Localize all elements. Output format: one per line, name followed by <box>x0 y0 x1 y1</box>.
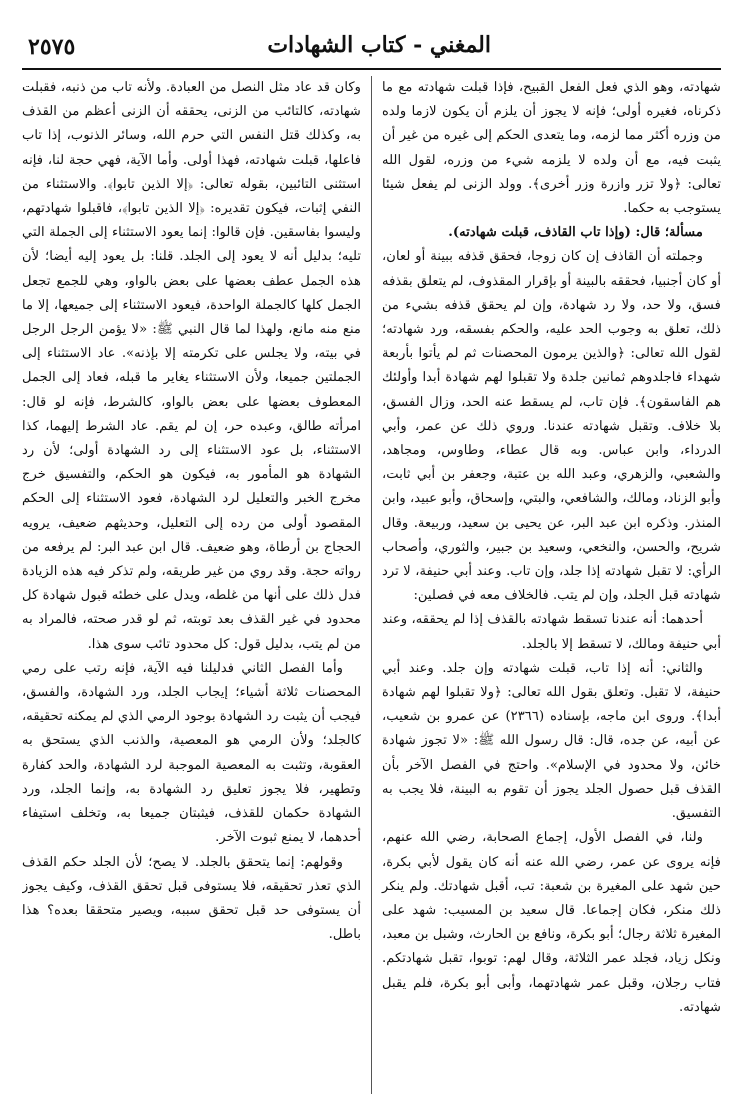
left-column <box>22 76 371 1094</box>
paragraph: وأما الفصل الثاني فدليلنا فيه الآية، فإنه رتب على رمي المحصنات ثلاثة أشياء؛ إيجاب الجلد، ورد الشهادة، والفسق، فيجب أن يثبت رد الشهادة بوجود الرمي الذي لم يمكنه تحقيقه، كالجلد؛ ولأن الرمي هو المعصية، والذنب الذي يستحق به العقوبة، وتثبت به المعصية الموجبة لرد الشهادة، والحد كفارة وتطهير، فلا يجوز تعليق رد الشهادة به، وإنما الجلد، ورد الشهادة حكمان للقذف، فيثبتان جميعا به، وتخلف استيفاء أحدهما، لا يمنع ثبوت الآخر. <box>22 660 361 846</box>
paragraph: وجملته أن القاذف إن كان زوجا، فحقق قذفه ببينة أو لعان، أو كان أجنبيا، فحققه بالبينة أو بإقرار المقذوف، لم يتعلق بقذفه فسق، ولا حد، ولا رد شهادة، وإن لم يحقق قذفه بشيء من ذلك، تعلق به وجوب الحد عليه، والحكم بفسقه، ورد شهادته؛ لقول الله تعالى: ﴿والذين يرمون المحصنات ثم لم يأتوا بأربعة شهداء فاجلدوهم ثمانين جلدة ولا تقبلوا لهم شهادة أبدا وأولئك هم الفاسقون﴾. فإن تاب، لم يسقط عنه الحد، وزال الفسق، بلا خلاف. وتقبل شهادته عندنا. وروي ذلك عن عمر، وأبي الدرداء، وابن عباس. وبه قال عطاء، وطاوس، ومجاهد، والشعبي، والزهري، وعبد الله بن عتبة، وجعفر بن أبي ثابت، وأبو الزناد، ومالك، والشافعي، والبتي، وإسحاق، وأبو عبيد، وابن المنذر. وذكره ابن عبد البر، عن يحيى بن سعيد، وربيعة. وقال شريح، والحسن، والنخعي، وسعيد بن جبير، والثوري، وأصحاب الرأي: لا تقبل شهادته إذا جلد، وإن تاب. وعند أبي حنيفة، لا ترد شهادته قبل الجلد، وإن لم يتب. فالخلاف معه في فصلين: <box>382 249 721 604</box>
paragraph: شهادته، وهو الذي فعل الفعل القبيح، فإذا قبلت شهادته مع ما ذكرناه، فغيره أولى؛ فإنه لا يجوز أن يلزم أن يكون لازما ولده من وزره أكثر مما لزمه، وما يتعدى الحكم إلى غيره من غير أن يثبت فيه، مع أن ولده لا يلزمه شيء من وزره، لقول الله تعالى: ﴿ولا تزر وازرة وزر أخرى﴾. وولد الزنى لم يفعل شيئا يستوجب به حكما. <box>382 80 721 217</box>
page-number: ٢٥٧٥ <box>28 34 76 60</box>
paragraph: أحدهما: أنه عندنا تسقط شهادته بالقذف إذا لم يحققه، وعند أبي حنيفة ومالك، لا تسقط إلا بالجلد. <box>382 612 721 652</box>
running-title: المغني - كتاب الشهادات <box>267 32 491 58</box>
paragraph: ولنا، في الفصل الأول، إجماع الصحابة، رضي الله عنهم، فإنه يروى عن عمر، رضي الله عنه أنه كان يقول لأبي بكرة، حين شهد على المغيرة بن شعبة: تب، أقبل شهادتك. ولم ينكر ذلك منكر، فكان إجماعا. قال سعيد بن المسيب: شهد على المغيرة ثلاثة رجال؛ أبو بكرة، ونافع بن الحارث، وشبل بن معبد، ونكل زياد، فجلد عمر الثلاثة، وقال لهم: توبوا، تقبل شهادتكم. فتاب رجلان، وقبل عمر شهادتهما، وأبى أبو بكرة، فلم يقبل شهادته. <box>382 830 721 1015</box>
right-column <box>372 76 721 1094</box>
mas-ala-heading: مسألة؛ قال: (وإذا تاب القاذف، قبلت شهادته). <box>448 225 703 241</box>
page-header <box>22 28 721 70</box>
text-body <box>22 76 721 1094</box>
paragraph: والثاني: أنه إذا تاب، قبلت شهادته وإن جلد. وعند أبي حنيفة، لا تقبل. وتعلق بقول الله تعالى: ﴿ولا تقبلوا لهم شهادة أبدا﴾. وروى ابن ماجه، بإسناده (٢٣٦٦) عن عمرو بن شعيب، عن أبيه، عن جده، قال: قال رسول الله ﷺ: «لا تجوز شهادة خائن، ولا محدود في الإسلام». واحتج في الفصل الآخر بأن القذف قبل حصول الجلد يجوز أن تقوم به البينة، فلا يجب به التفسيق. <box>382 660 721 822</box>
paragraph: وكان قد عاد مثل النصل من العبادة. ولأنه تاب من ذنبه، فقبلت شهادته، كالتائب من الزنى، يحققه أن الزنى أعظم من القذف به، وكذلك قتل النفس التي حرم الله، وسائر الذنوب، إذا تاب فاعلها، قبلت شهادته، فهذا أولى. وأما الآية، فهي حجة لنا، فإنه استثنى التائبين، بقوله تعالى: ﴿إلا الذين تابوا﴾. والاستثناء من النفي إثبات، فيكون تقديره: ﴿إلا الذين تابوا﴾، فاقبلوا شهادتهم، وليسوا بفاسقين. فإن قالوا: إنما يعود الاستثناء إلى الجملة التي تليه؛ بدليل أنه لا يعود إلى الجلد. قلنا: بل يعود إليه أيضا؛ لأن هذه الجمل عطف بعضها على بعض بالواو، وهي للجمع تجعل الجمل كلها كالجملة الواحدة، فيعود الاستثناء إلى جميعها، إلا ما منع منه مانع، ولهذا لما قال النبي ﷺ: «لا يؤمن الرجل الرجل في بيته، ولا يجلس على تكرمته إلا بإذنه». عاد الاستثناء إلى الجملتين جميعا، ولأن الاستثناء يغاير ما قبله، فعاد إلى الجمل المعطوف بعضها على بعض بالواو، كالشرط، فإنه لو قال: امرأته طالق، وعبده حر، إن لم يقم. عاد الشرط إليهما، كذا الاستثناء، بل عود الاستثناء إلى رد الشهادة أولى؛ لأن رد الشهادة هو المأمور به، فيكون هو الحكم، والتفسيق خرج مخرج الخبر والتعليل لرد الشهادة، فعود الاستثناء إلى الحكم المقصود أولى من رده إلى التعليل، وحديثهم ضعيف، يرويه الحجاج بن أرطاة، وهو ضعيف. قال ابن عبد البر: لم يرفعه من رواته حجة. وقد روي من غير طريقه، ولم تذكر فيه هذه الزيادة فدل ذلك على أنها من غلطه، ويدل على خطئه قبول شهادة كل محدود في غير القذف بعد توبته، ثم لو قدر صحته، فالمراد به من لم يتب، بدليل قول: كل محدود تائب سوى هذا. <box>22 80 361 652</box>
paragraph: وقولهم: إنما يتحقق بالجلد. لا يصح؛ لأن الجلد حكم القذف الذي تعذر تحقيقه، فلا يستوفى قبل تحقق القذف، وكيف يجوز أن يستوفى حد قبل تحقق سببه، ويصير متحققا بعده؟ هذا باطل. <box>22 854 361 943</box>
